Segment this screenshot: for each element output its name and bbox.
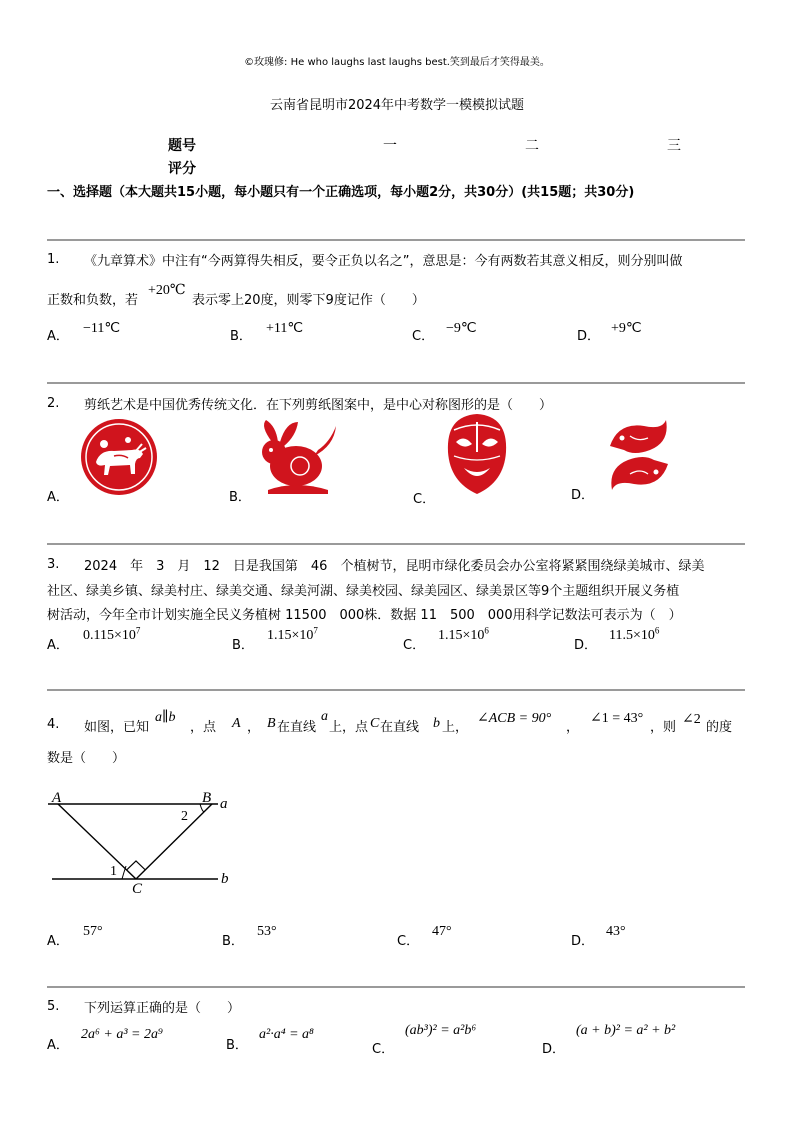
math-expression: A: [232, 716, 241, 731]
geometry-figure: [40, 786, 240, 898]
option-c[interactable]: $1.15\times 10^6$: [438, 625, 489, 643]
option-letter: C．: [397, 934, 420, 949]
option-b[interactable]: 53°: [257, 924, 277, 939]
question-text: 上，点: [329, 720, 369, 735]
option-d[interactable]: +9℃: [611, 321, 642, 336]
question-text: 的度: [706, 720, 733, 735]
question-text: 数是（ ）: [47, 751, 126, 766]
option-letter: C．: [413, 492, 436, 507]
question-text: 如图，已知: [84, 720, 150, 735]
option-c[interactable]: 47°: [432, 924, 452, 939]
option-letter: C．: [403, 638, 426, 653]
question-text: 树活动，今年全市计划实施全民义务植树 11500 000株．数据 11 500 000用科学记数法可表示为（ ）: [47, 608, 682, 623]
option-letter: B．: [230, 329, 252, 344]
figure-label-angle-2: 2: [181, 809, 188, 824]
divider: [47, 543, 745, 545]
question-text: 在直线: [277, 720, 317, 735]
option-letter: B．: [232, 638, 254, 653]
paper-cut-ox-circle-image[interactable]: [80, 418, 158, 496]
figure-label-line-b: b: [221, 871, 229, 887]
divider: [47, 382, 745, 384]
math-expression: C: [370, 716, 380, 731]
divider: [47, 986, 745, 988]
option-letter: D．: [571, 488, 595, 503]
question-text: ，点: [190, 720, 217, 735]
header-motto: ©玫瑰修: He who laughs last laughs best.笑到最后才笑得最美。: [244, 57, 550, 68]
question-text: ，则: [650, 720, 677, 735]
option-letter: B．: [222, 934, 244, 949]
math-expression: +20℃: [148, 283, 186, 298]
question-number: 4.: [47, 717, 60, 732]
question-text: 下列运算正确的是（ ）: [84, 1001, 241, 1016]
math-expression: ∠2: [682, 712, 701, 727]
divider: [47, 239, 745, 241]
option-letter: A．: [47, 934, 69, 949]
question-text: 剪纸艺术是中国优秀传统文化．在下列剪纸图案中，是中心对称图形的是（ ）: [84, 398, 553, 413]
question-text: ，: [247, 720, 261, 735]
option-c[interactable]: (ab³)² = a²b⁶: [405, 1023, 477, 1038]
math-expression: B: [267, 716, 276, 731]
figure-label-line-a: a: [220, 796, 228, 812]
score-table-col-2: 二: [525, 138, 539, 154]
score-table-col-3: 三: [667, 138, 681, 154]
question-text: 表示零上20度，则零下9度记作（ ）: [192, 293, 425, 308]
option-letter: D．: [577, 329, 601, 344]
option-letter: D．: [542, 1042, 566, 1057]
option-letter: A．: [47, 638, 69, 653]
option-d[interactable]: $11.5\times 10^6$: [609, 625, 660, 643]
question-number: 2.: [47, 396, 60, 411]
option-letter: A．: [47, 329, 69, 344]
math-expression: a: [321, 709, 328, 724]
question-text: 上，: [442, 720, 469, 735]
option-letter: C．: [412, 329, 435, 344]
paper-cut-two-fish-image[interactable]: [604, 416, 674, 494]
option-b[interactable]: $1.15\times 10^7$: [267, 625, 318, 643]
figure-label-c-point: C: [132, 881, 143, 897]
figure-label-angle-1: 1: [110, 864, 117, 879]
option-a[interactable]: 57°: [83, 924, 103, 939]
question-number: 5.: [47, 999, 60, 1014]
math-expression: a∥b: [155, 710, 176, 725]
page-title: 云南省昆明市2024年中考数学一模模拟试题: [269, 98, 525, 113]
math-expression: ∠ACB = 90°: [477, 711, 552, 726]
option-a[interactable]: −11℃: [83, 321, 121, 336]
option-letter: C．: [372, 1042, 395, 1057]
option-letter: A．: [47, 490, 69, 505]
question-text: 2024 年 3 月 12 日是我国第 46 个植树节，昆明市绿化委员会办公室将紧紧围绕绿美城市、绿美: [84, 559, 705, 574]
figure-label-b-point: B: [202, 790, 212, 806]
paper-cut-rabbit-image[interactable]: [258, 416, 340, 496]
option-d[interactable]: (a + b)² = a² + b²: [576, 1023, 676, 1038]
question-text: 正数和负数，若: [47, 293, 139, 308]
question-number: 3.: [47, 557, 60, 572]
math-expression: ∠1 = 43°: [590, 711, 644, 726]
option-a[interactable]: $0.115\times 10^7$: [83, 625, 141, 643]
divider: [47, 689, 745, 691]
math-expression: b: [433, 716, 440, 731]
paper-cut-opera-mask-image[interactable]: [444, 412, 510, 496]
option-a[interactable]: 2a⁶ + a³ = 2a⁹: [81, 1027, 163, 1042]
question-text: 《九章算术》中注有“今两算得失相反，要令正负以名之”，意思是：今有两数若其意义相反，则分别叫做: [84, 254, 683, 269]
option-letter: D．: [574, 638, 598, 653]
question-text: ，: [566, 720, 580, 735]
option-letter: D．: [571, 934, 595, 949]
option-letter: A．: [47, 1038, 69, 1053]
score-table-col-1: 一: [383, 138, 397, 154]
question-number: 1.: [47, 252, 60, 267]
question-text: 在直线: [380, 720, 420, 735]
option-letter: B．: [229, 490, 251, 505]
section-heading: 一、选择题（本大题共15小题，每小题只有一个正确选项，每小题2分，共30分）(共15题；共30分): [47, 185, 635, 200]
option-c[interactable]: −9℃: [446, 321, 477, 336]
score-table-row1-label: 题号: [168, 138, 196, 154]
figure-label-a-point: A: [52, 790, 62, 806]
score-table-row2-label: 评分: [168, 161, 196, 177]
option-b[interactable]: a²·a⁴ = a⁸: [259, 1027, 314, 1042]
question-text: 社区、绿美乡镇、绿美村庄、绿美交通、绿美河湖、绿美校园、绿美园区、绿美景区等9个主题组织开展义务植: [47, 584, 680, 599]
option-d[interactable]: 43°: [606, 924, 626, 939]
option-b[interactable]: +11℃: [266, 321, 304, 336]
option-letter: B．: [226, 1038, 248, 1053]
